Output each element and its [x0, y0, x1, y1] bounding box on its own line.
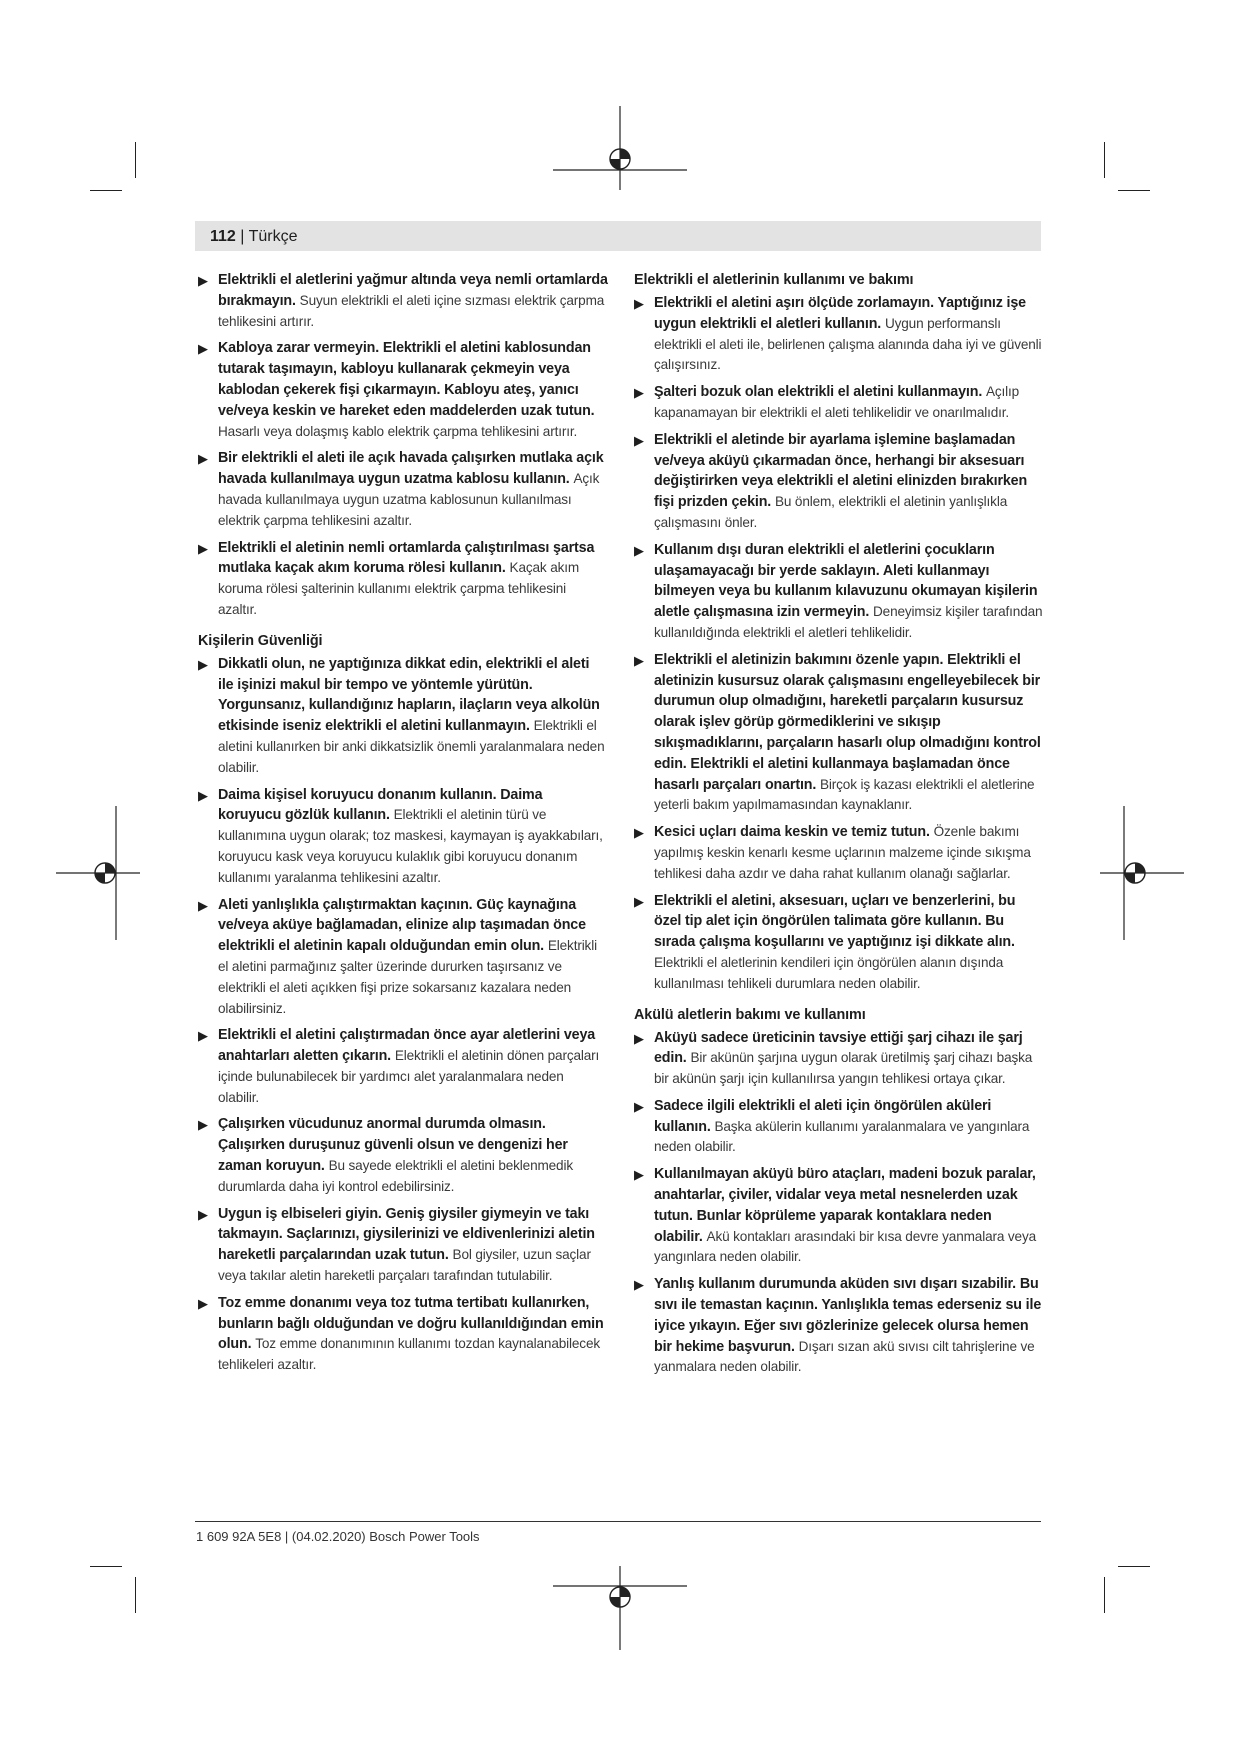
bullet-triangle-icon: ▶ — [634, 893, 644, 909]
safety-item-instruction: Dikkatli olun, ne yaptığınıza dikkat edin, elektrikli el aleti ile işinizi makul bir tempo ve yöntemle yürütün. Yorgunsanız, kullandığınız hapların, ilaçların veya alkolün etkisinde iseniz elektrikli el aletini kullanmayın. — [218, 655, 600, 735]
bullet-triangle-icon: ▶ — [198, 1206, 208, 1222]
safety-item-explanation: Toz emme donanımının kullanımı tozdan kaynalanabilecek tehlikeleri azaltır. — [218, 1336, 601, 1373]
crop-mark — [1118, 190, 1150, 191]
header-separator: | — [235, 228, 249, 245]
safety-item-explanation: Suyun elektrikli el aleti içine sızması elektrik çarpma tehlikesini artırır. — [218, 292, 605, 329]
safety-item-instruction: Aküyü sadece üreticinin tavsiye ettiği şarj cihazı ile şarj edin. — [654, 1029, 1023, 1067]
safety-item — [634, 1164, 1044, 1268]
bullet-triangle-icon: ▶ — [198, 656, 208, 672]
safety-item-instruction: Elektrikli el aletlerini yağmur altında veya nemli ortamlarda bırakmayın. — [218, 272, 608, 309]
safety-item — [198, 1293, 608, 1376]
crop-mark — [1104, 142, 1105, 178]
crop-mark — [90, 1566, 122, 1567]
bullet-triangle-icon: ▶ — [634, 1098, 644, 1114]
safety-item — [198, 538, 608, 621]
bullet-triangle-icon: ▶ — [198, 1295, 208, 1311]
safety-item-explanation: Deneyimsiz kişiler tarafından kullanıldığında elektrikli el aletleri tehlikelidir. — [654, 604, 1043, 640]
bullet-triangle-icon: ▶ — [634, 652, 644, 668]
bullet-triangle-icon: ▶ — [634, 825, 644, 841]
safety-item-explanation: Özenle bakımı yapılmış keskin kenarlı kesme uçlarının malzeme içinde sıkışma tehlikesi daha azdır ve daha rahat kullanım olanağı sağlarlar. — [654, 824, 1031, 881]
safety-item-instruction: Kabloya zarar vermeyin. Elektrikli el aletini kablosundan tutarak taşımayın, kabloyu kullanarak çekmeyin veya kablodan çekerek fişi çıkarmayın. Kabloyu ateş, yanıcı ve/veya keskin ve hareket eden maddelerden uzak tutun. — [218, 340, 595, 419]
safety-item-explanation: Hasarlı veya dolaşmış kablo elektrik çarpma tehlikesini artırır. — [218, 423, 578, 439]
bullet-triangle-icon: ▶ — [198, 341, 208, 357]
left-column — [198, 270, 608, 1382]
safety-item — [198, 1204, 608, 1287]
safety-item-instruction: Daima kişisel koruyucu donanım kullanın. Daima koruyucu gözlük kullanın. — [218, 786, 543, 824]
page-footer: 1 609 92A 5E8 | (04.02.2020) Bosch Power Tools — [196, 1529, 480, 1544]
safety-item-instruction: Elektrikli el aletinin nemli ortamlarda çalıştırılması şartsa mutlaka kaçak akım koruma rölesi kullanın. — [218, 539, 595, 577]
crop-mark — [1118, 1566, 1150, 1567]
safety-item — [634, 293, 1044, 376]
section-heading: Kişilerin Güvenliği — [198, 632, 323, 649]
bullet-triangle-icon: ▶ — [198, 787, 208, 803]
safety-item-instruction: Kullanım dışı duran elektrikli el aletlerini çocukların ulaşamayacağı bir yerde saklayın. Aleti kullanmayı bilmeyen veya bu kullanım kılavuzunu okumayan kişilerin aletle çalışmasına izin vermeyin. — [654, 541, 1038, 621]
safety-item-explanation: Açılıp kapanamayan bir elektrikli el aleti tehlikelidir ve onarılmalıdır. — [654, 384, 1020, 420]
section-heading: Elektrikli el aletlerinin kullanımı ve bakımı — [634, 272, 914, 288]
header-language: Türkçe — [248, 228, 298, 245]
right-column — [634, 270, 1044, 1384]
safety-item-explanation: Uygun performanslı elektrikli el aleti ile, belirlenen çalışma alanında daha iyi ve güvenli çalışırsınız. — [654, 315, 1042, 373]
safety-item-instruction: Bir elektrikli el aleti ile açık havada çalışırken mutlaka açık havada kullanılmaya uygun uzatma kablosu kullanın. — [218, 450, 604, 488]
page-header — [210, 227, 297, 247]
bullet-triangle-icon: ▶ — [198, 273, 208, 288]
bullet-triangle-icon: ▶ — [634, 1030, 644, 1046]
safety-item-instruction: Şalteri bozuk olan elektrikli el aletini kullanmayın. — [654, 384, 983, 401]
safety-item-explanation: Dışarı sızan akü sıvısı cilt tahrişlerine ve yanmalara neden olabilir. — [654, 1338, 1035, 1375]
safety-item-instruction: Kesici uçları daima keskin ve temiz tutun. — [654, 824, 930, 841]
safety-item — [634, 650, 1044, 816]
safety-item — [634, 430, 1044, 534]
registration-mark-icon — [56, 806, 140, 940]
safety-item-instruction: Uygun iş elbiseleri giyin. Geniş giysiler giymeyin ve takı takmayın. Saçlarınızı, giysilerinizi ve eldivenlerinizi aletin hareketli parçalarından uzak tutun. — [218, 1205, 595, 1264]
safety-item — [198, 895, 608, 1020]
safety-item — [634, 891, 1044, 995]
safety-item-instruction: Sadece ilgili elektrikli el aleti için öngörülen aküleri kullanın. — [654, 1097, 992, 1135]
safety-item-instruction: Çalışırken vücudunuz anormal durumda olmasın. Çalışırken duruşunuz güvenli olsun ve dengenizi her zaman koruyun. — [218, 1116, 568, 1175]
safety-item — [198, 785, 608, 889]
safety-item-explanation: Akü kontakları arasındaki bir kısa devre yanmalara veya yangınlara neden olabilir. — [654, 1228, 1037, 1265]
crop-mark — [90, 190, 122, 191]
safety-item-instruction: Kullanılmayan aküyü büro ataçları, madeni bozuk paralar, anahtarlar, çiviler, vidalar veya metal nesnelerden uzak tutun. Bunlar köprüleme yaparak kontaklara neden olabilir. — [654, 1166, 1036, 1245]
bullet-triangle-icon: ▶ — [634, 432, 644, 448]
safety-item — [634, 540, 1044, 644]
safety-item-instruction: Aleti yanlışlıkla çalıştırmaktan kaçının. Güç kaynağına ve/veya aküye bağlamadan, elinize alıp taşımadan önce elektrikli el aletinin kapalı olduğundan emin olun. — [218, 896, 586, 955]
safety-item — [634, 822, 1044, 884]
bullet-triangle-icon: ▶ — [198, 540, 208, 556]
safety-item — [198, 338, 608, 442]
crop-mark — [1104, 1577, 1105, 1613]
registration-mark-icon — [553, 106, 687, 190]
safety-item-explanation: Başka akülerin kullanımı yaralanmalara ve yangınlara neden olabilir. — [654, 1118, 1030, 1155]
safety-item — [198, 654, 608, 779]
safety-item-explanation: Elektrikli el aletlerinin kendileri için öngörülen alanın dışında kullanılması tehlikeli durumlara neden olabilir. — [654, 954, 1004, 991]
safety-item-explanation: Bu önlem, elektrikli el aletinin yanlışlıkla çalışmasını önler. — [654, 494, 1008, 530]
page-header-bar — [195, 221, 1041, 251]
safety-item-explanation: Elektrikli el aletinin dönen parçaları içinde bulunabilecek bir yardımcı alet yaralanmalara neden olabilir. — [218, 1048, 600, 1105]
footer-rule — [195, 1521, 1041, 1522]
bullet-triangle-icon: ▶ — [198, 1028, 208, 1044]
section-heading: Akülü aletlerin bakımı ve kullanımı — [634, 1006, 866, 1023]
safety-item-instruction: Elektrikli el aletinde bir ayarlama işlemine başlamadan ve/veya aküyü çıkarmadan önce, herhangi bir aksesuarı değiştirirken veya elektrikli el aletini elinizden bırakırken fişi prizden çekin. — [654, 431, 1028, 511]
safety-item-explanation: Elektrikli el aletinin türü ve kullanımına uygun olarak; toz maskesi, kaymayan iş ayakkabıları, koruyucu kask veya koruyucu kulaklık gibi koruyucu donanım kullanımı yaralanma tehlikesini azaltır. — [218, 807, 603, 885]
safety-item — [198, 1114, 608, 1197]
bullet-triangle-icon: ▶ — [634, 296, 644, 311]
crop-mark — [135, 1577, 136, 1613]
safety-item — [634, 1096, 1044, 1158]
registration-mark-icon — [1100, 806, 1184, 940]
safety-item — [634, 382, 1044, 424]
safety-item — [634, 1274, 1044, 1378]
safety-item-explanation: Bir akünün şarjına uygun olarak üretilmiş şarj cihazı başka bir akünün şarjı için kullanılırsa yangın tehlikesi ortaya çıkar. — [654, 1050, 1033, 1087]
registration-mark-icon — [553, 1566, 687, 1650]
bullet-triangle-icon: ▶ — [634, 385, 644, 401]
safety-item — [198, 270, 608, 332]
safety-item-instruction: Toz emme donanımı veya toz tutma tertibatı kullanırken, bunların bağlı olduğundan ve doğru kullanıldığından emin olun. — [218, 1294, 604, 1353]
bullet-triangle-icon: ▶ — [634, 1167, 644, 1183]
safety-item-instruction: Elektrikli el aletinizin bakımını özenle yapın. Elektrikli el aletinizin kusursuz olarak çalışmasını engelleyebilecek bir durumun olup olmadığını, hareketli parçaların kusursuz olarak işlev görüp görmediklerini ve sıkışıp sıkışmadıklarını, parçaların hasarlı olup olmadığını kontrol edin. Elektrikli el aletini kullanmaya başlamadan önce hasarlı parçaları onartın. — [654, 651, 1041, 793]
bullet-triangle-icon: ▶ — [634, 542, 644, 558]
safety-item-instruction: Elektrikli el aletini aşırı ölçüde zorlamayın. Yaptığınız işe uygun elektrikli el aletleri kullanın. — [654, 295, 1026, 332]
safety-item — [198, 448, 608, 531]
safety-item-instruction: Elektrikli el aletini çalıştırmadan önce ayar aletlerini veya anahtarları aletten çıkarın. — [218, 1027, 596, 1065]
safety-item-instruction: Yanlış kullanım durumunda aküden sıvı dışarı sızabilir. Bu sıvı ile temastan kaçının. Yanlışlıkla temas ederseniz su ile iyice yıkayın. Eğer sıvı gözlerinize gelecek olursa hemen bir hekime başvurun. — [654, 1276, 1042, 1355]
crop-mark — [135, 142, 136, 178]
bullet-triangle-icon: ▶ — [198, 897, 208, 913]
page-number: 112 — [210, 228, 236, 245]
bullet-triangle-icon: ▶ — [198, 1117, 208, 1133]
bullet-triangle-icon: ▶ — [634, 1277, 644, 1293]
safety-item-explanation: Açık havada kullanılmaya uygun uzatma kablosunun kullanılması elektrik çarpma tehlikesini azaltır. — [218, 471, 600, 528]
safety-item-explanation: Elektrikli el aletini parmağınız şalter üzerinde dururken taşırsanız ve elektrikli el aleti açıkken fişi prize sokarsanız kazalara neden olabilirsiniz. — [218, 938, 597, 1016]
safety-item-instruction: Elektrikli el aletini, aksesuarı, uçları ve benzerlerini, bu özel tip alet için öngörülen talimata göre kullanın. Bu sırada çalışma koşullarını ve yaptığınız işi dikkate alın. — [654, 892, 1016, 951]
safety-item-explanation: Bu sayede elektrikli el aletini beklenmedik durumlarda daha iyi kontrol edebilirsiniz. — [218, 1158, 573, 1194]
safety-item — [634, 1028, 1044, 1090]
safety-item-explanation: Elektrikli el aletini kullanırken bir anki dikkatsizlik önemli yaralanmalara neden olabilir. — [218, 718, 605, 775]
safety-item-explanation: Bol giysiler, uzun saçlar veya takılar aletin hareketli parçaları tarafından tutulabilir. — [218, 1247, 591, 1284]
bullet-triangle-icon: ▶ — [198, 451, 208, 467]
safety-item-explanation: Kaçak akım koruma rölesi şalterinin kullanımı elektrik çarpma tehlikesini azaltır. — [218, 560, 580, 617]
safety-item — [198, 1025, 608, 1108]
safety-item-explanation: Birçok iş kazası elektrikli el aletlerine yeterli bakım yapılmamasından kaynaklanır. — [654, 776, 1035, 813]
